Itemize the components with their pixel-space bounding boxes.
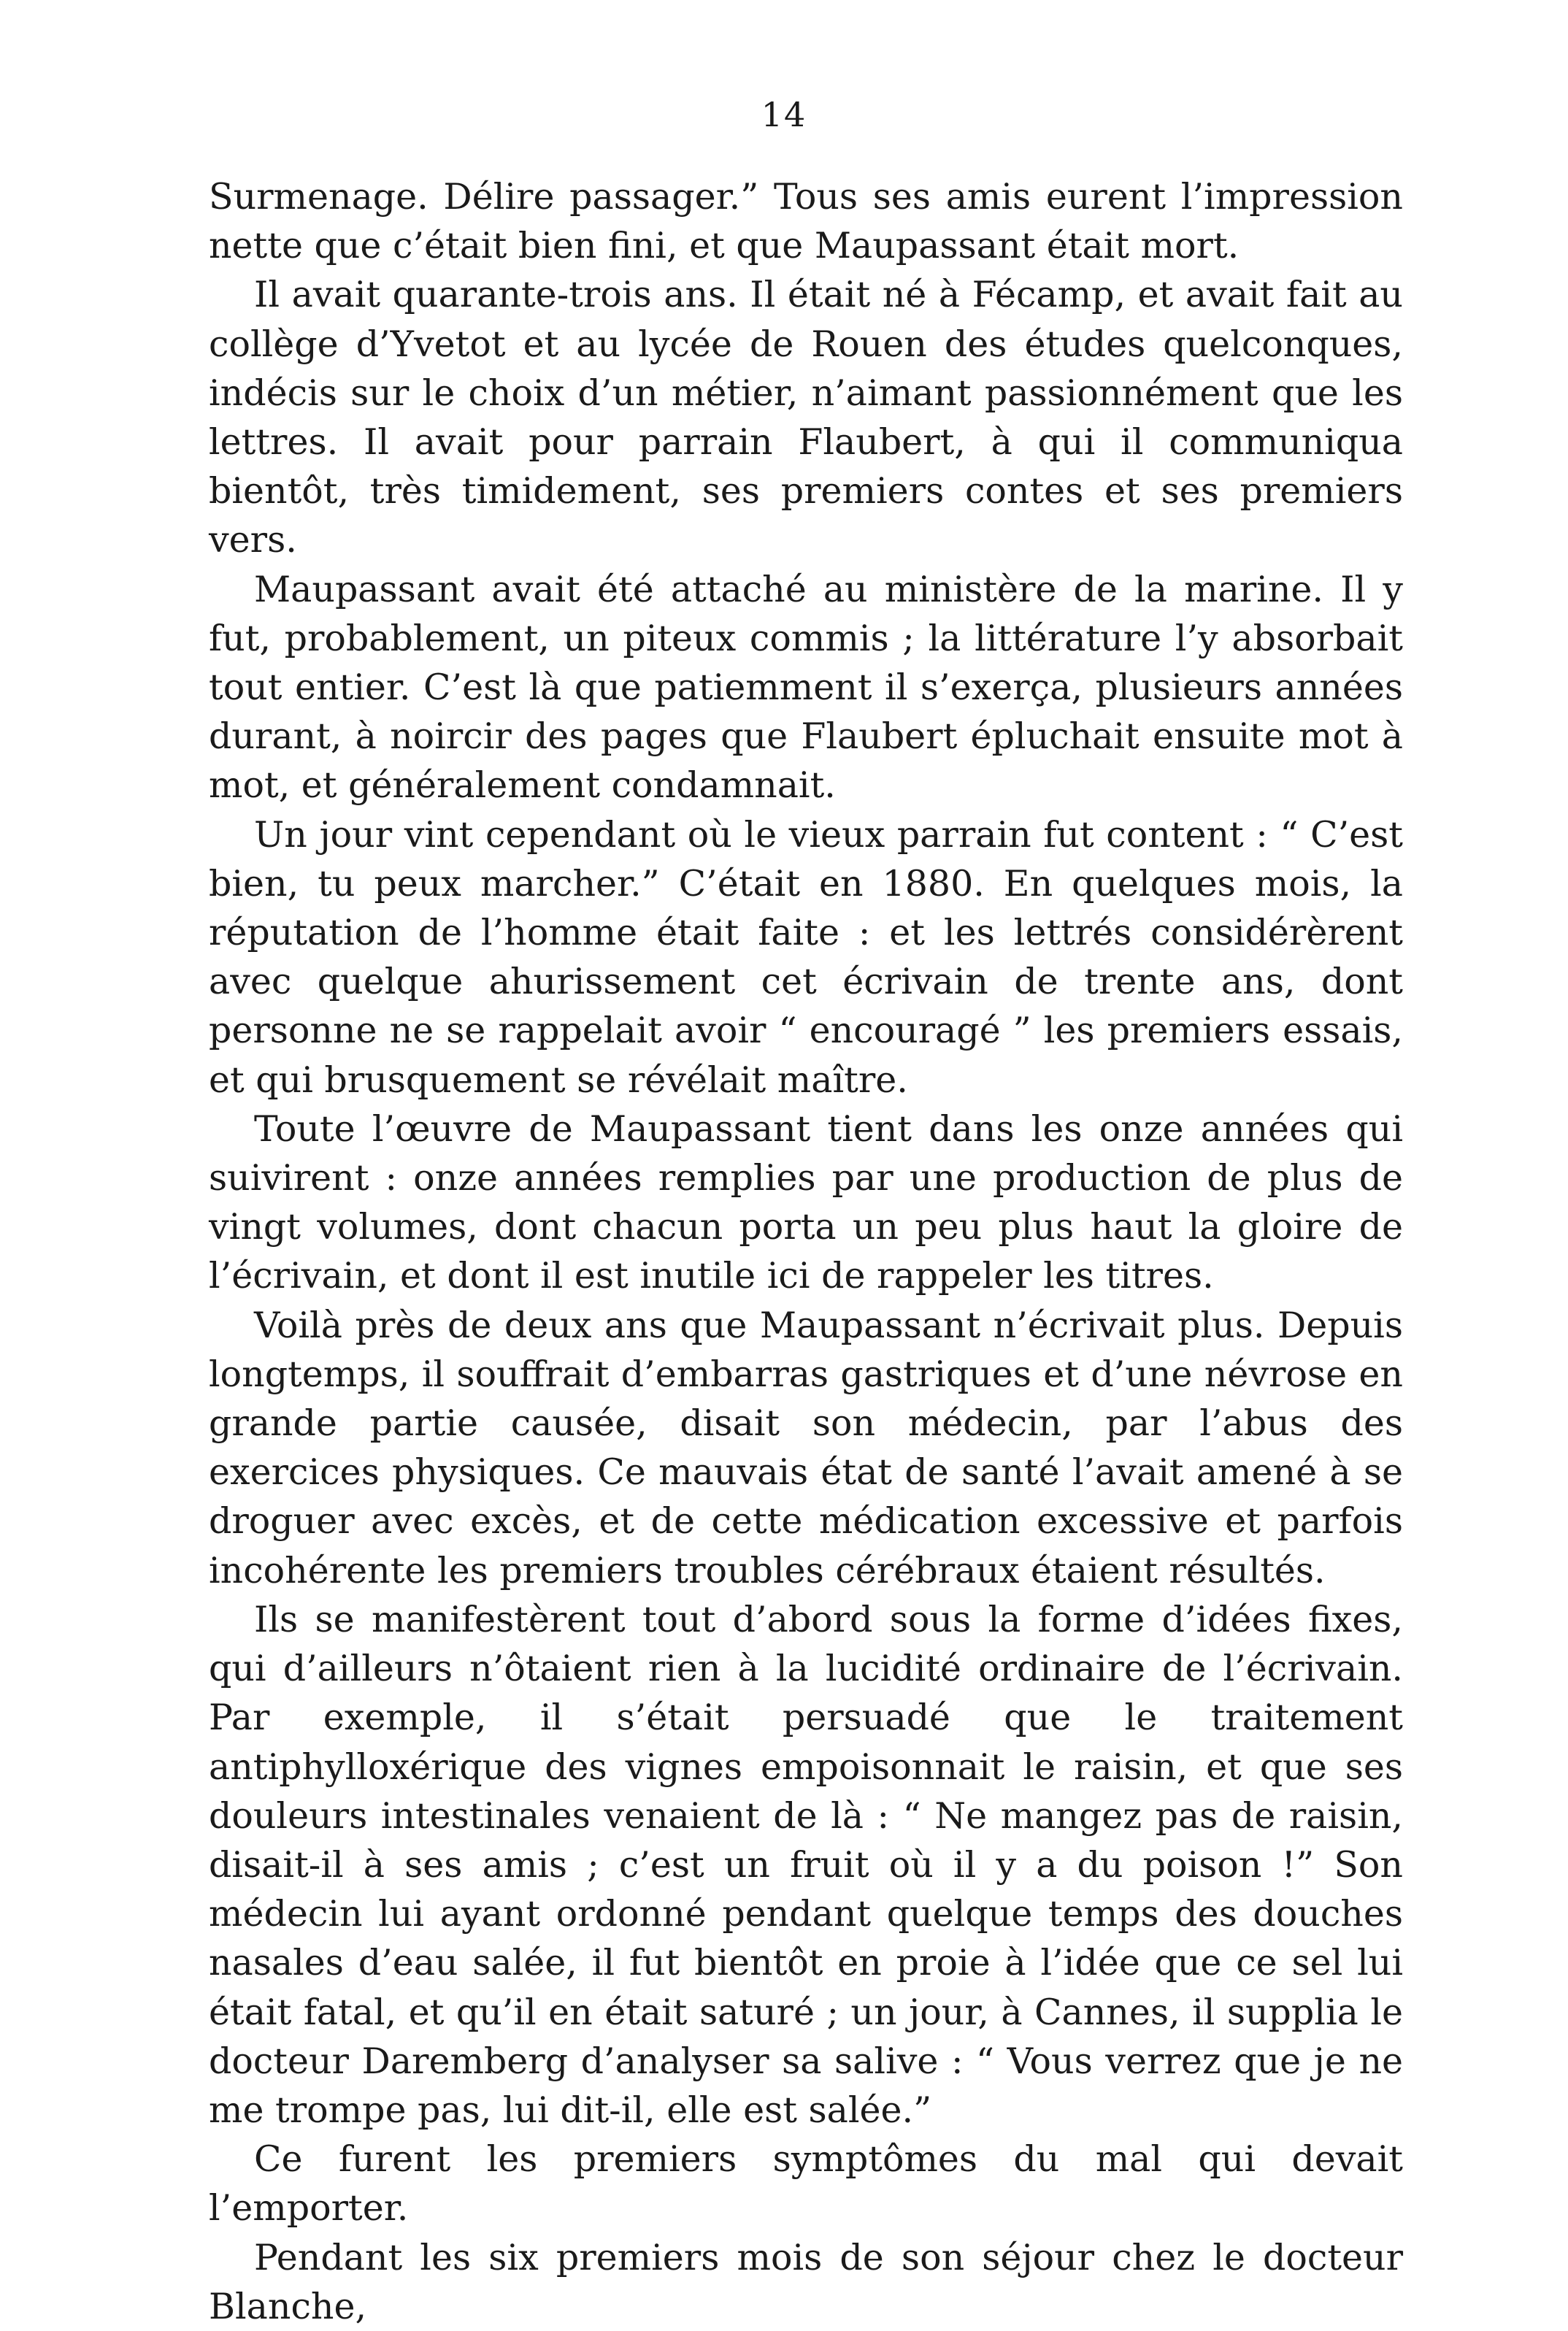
paragraph-ministry-of-marine: Maupassant avait été attaché au ministère de la marine. Il y fut, probablement, un piteux commis ; la littérature l’y absorbait tout entier. C’est là que patiemment il s’exerça, plusieurs années durant, à noircir des pages que Flaubert épluchait ensuite mot à mot, et généralement condamnait. — [209, 568, 1403, 807]
paragraph-first-symptoms: Ce furent les premiers symptômes du mal qui devait l’emporter. — [209, 2138, 1403, 2230]
paragraph-first-success: Un jour vint cependant où le vieux parrain fut content : “ C’est bien, tu peux marcher.” C’était en 1880. En quelques mois, la réputation de l’homme était faite : et les lettrés considérèrent avec quelque ahurissement cet écrivain de trente ans, dont personne ne se rappelait avoir “ encouragé ” les premiers essais, et qui brusquement se révélait maître. — [209, 813, 1403, 1101]
paragraph-fixed-ideas: Ils se manifestèrent tout d’abord sous la forme d’idées fixes, qui d’ailleurs n’ôtaient rien à la lucidité ordinaire de l’écrivain. Par exemple, il s’était persuadé que le traitement antiphylloxérique des vignes empoisonnait le raisin, et que ses douleurs intestinales venaient de là : “ Ne mangez pas de raisin, disait-il à ses amis ; c’est un fruit où il y a du poison !” Son médecin lui ayant ordonné pendant quelque temps des douches nasales d’eau salée, il fut bientôt en proie à l’idée que ce sel lui était fatal, et qu’il en était saturé ; un jour, à Cannes, il supplia le docteur Daremberg d’analyser sa salive : “ Vous verrez que je ne me trompe pas, lui dit-il, elle est salée.” — [209, 1598, 1403, 2131]
page-number: 14 — [761, 95, 807, 134]
body-text — [209, 172, 1403, 2331]
paragraph-age-and-education: Il avait quarante-trois ans. Il était né à Fécamp, et avait fait au collège d’Yvetot et au lycée de Rouen des études quelconques, indécis sur le choix d’un métier, n’aimant passionnément que les lettres. Il avait pour parrain Flaubert, à qui il communiqua bientôt, très timidement, ses premiers contes et ses premiers vers. — [209, 274, 1403, 561]
paragraph-continuation: Surmenage. Délire passager.” Tous ses amis eurent l’impression nette que c’était bien fini, et que Maupassant était mort. — [209, 176, 1403, 267]
paragraph-works: Toute l’œuvre de Maupassant tient dans les onze années qui suivirent : onze années remplies par une production de plus de vingt volumes, dont chacun porta un peu plus haut la gloire de l’écrivain, et dont il est inutile ici de rappeler les titres. — [209, 1107, 1403, 1297]
paragraph-illness: Voilà près de deux ans que Maupassant n’écrivait plus. Depuis longtemps, il souffrait d’embarras gastriques et d’une névrose en grande partie causée, disait son médecin, par l’abus des exercices physiques. Ce mauvais état de santé l’avait amené à se droguer avec excès, et de cette médication excessive et parfois incohérente les premiers troubles cérébraux étaient résultés. — [209, 1304, 1403, 1591]
paragraph-doctor-blanche: Pendant les six premiers mois de son séjour chez le docteur Blanche, — [209, 2236, 1403, 2327]
